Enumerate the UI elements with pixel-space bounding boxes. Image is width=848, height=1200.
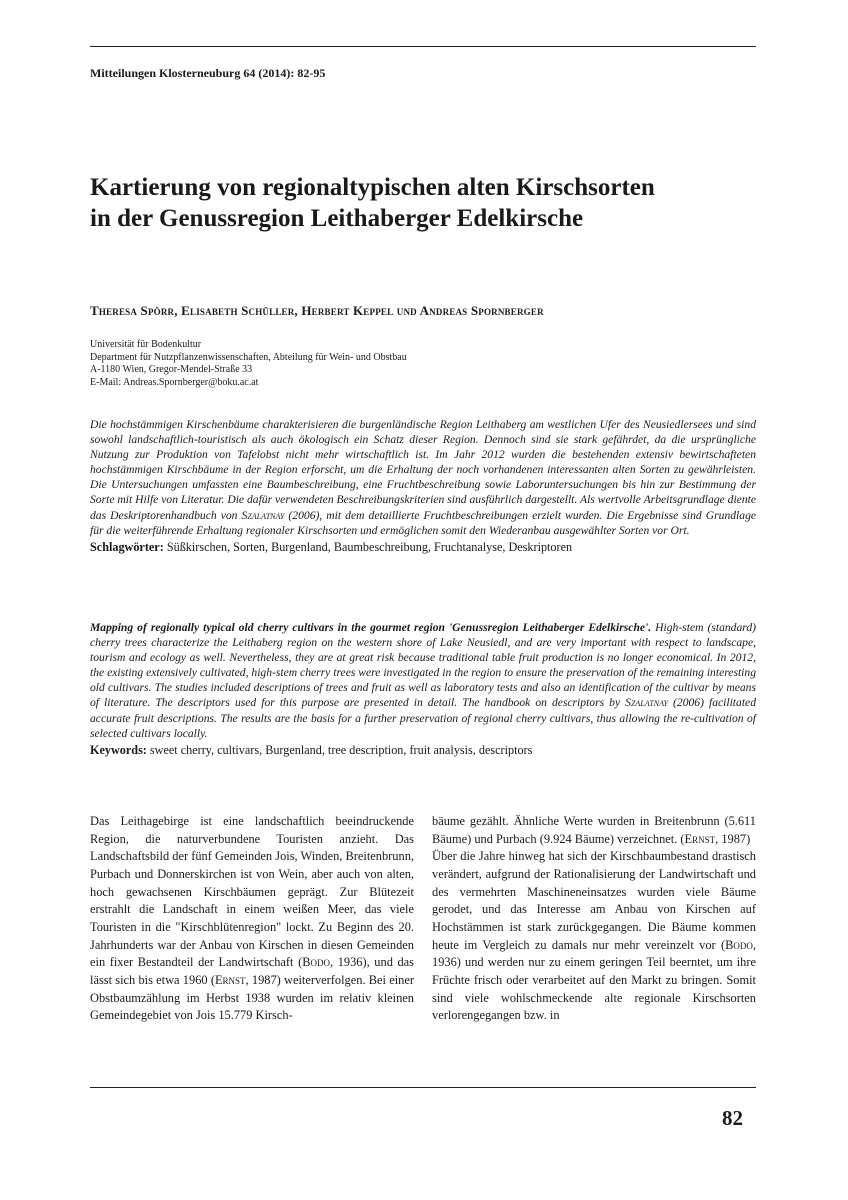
article-title-line-1: Kartierung von regionaltypischen alten Kirschsorten (90, 174, 655, 201)
citation-author: Bodo (302, 955, 330, 970)
affiliation-university: Universität für Bodenkultur (90, 339, 202, 350)
author-list: Theresa Spörr, Elisabeth Schüller, Herbert Keppel und Andreas Spornberger (90, 303, 544, 318)
abstract-german-text (90, 417, 756, 538)
affiliation-email: E-Mail: Andreas.Spornberger@boku.ac.at (90, 376, 259, 388)
footer-rule (90, 1087, 756, 1088)
page-number: 82 (722, 1106, 743, 1130)
body-column-left (90, 813, 414, 1025)
affiliation-address: A-1180 Wien, Gregor-Mendel-Straße 33 (90, 364, 253, 375)
keywords-list: Süßkirschen, Sorten, Burgenland, Baumbeschreibung, Fruchtanalyse, Deskriptoren (163, 539, 573, 554)
body-text: Das Leithagebirge ist eine landschaftlich beeindruckende Region, die naturverbundene Touristen anzieht. Das Landschaftsbild der fünf Gemeinden Jois, Winden, Breitenbrunn, Purbach und Donnerskirchen ist von Wein, aber auch von alten, hoch gewachsenen Kirschbäumen geprägt. Zur Blütezeit erstrahlt die Landschaft in einem weißen Meer, das viele Touristen in die "Kirschblütenregion" lockt. Zu Beginn des 20. Jahrhunderts war der Anbau von Kirschen in diesen Gemeinden ein fixer Bestandteil der Landwirtschaft ( (90, 814, 414, 970)
citation-author: Szalatnay (625, 696, 668, 710)
abstract-german-text-part: (2006), mit dem detaillierte Fruchtbeschreibungen erzielt wurden. Die Ergebnisse sind Grundlage für die weiterführende Erhaltung regionaler Kirschsorten und ermöglichen somit den Wiederanbau ausgewählter Sorten vor Ort. (90, 508, 757, 537)
english-title: Mapping of regionally typical old cherry cultivars in the gourmet region 'Genussregion Leithaberger Edelkirsche'. (90, 621, 652, 634)
article-title-line-2: in der Genussregion Leithaberger Edelkirsche (90, 205, 584, 232)
keywords-german (90, 540, 756, 555)
abstract-english-text (90, 620, 756, 741)
citation-author: Ernst (214, 972, 246, 987)
citation-author: Ernst (684, 831, 716, 846)
body-text: bäume gezählt. Ähnliche Werte wurden in Breitenbrunn (5.611 Bäume) und Purbach (9.924 Bäume) verzeichnet. ( (432, 814, 756, 846)
body-text: , 1936) und werden nur zu einem geringen Teil beerntet, um ihre Früchte frisch oder verarbeitet auf den Markt zu bringen. Somit sind viele wohlschmeckende alte regionale Kirschsorten verlorengegangen bzw. in (432, 937, 756, 1023)
keywords-label: Keywords: (90, 742, 147, 757)
affiliation-department: Department für Nutzpflanzenwissenschaften, Abteilung für Wein- und Obstbau (90, 351, 407, 363)
citation-author: Bodo (725, 937, 753, 952)
body-paragraph (432, 848, 756, 1025)
body-text: Über die Jahre hinweg hat sich der Kirschbaumbestand drastisch verändert, aufgrund der Rationalisierung der Landwirtschaft und des vermehrten Maschineneinsatzes wurden viele Bäume gerodet, und das Interesse am Anbau von Kirschen auf Hochstämmen ist stark zurückgegangen. Die Bäume kommen heute im Vergleich zu damals nur mehr vereinzelt vor ( (432, 849, 756, 952)
affiliation-block (90, 339, 770, 389)
header-rule (90, 46, 756, 47)
abstract-english-text-part: (2006) facilitated accurate fruit descriptions. The results are the basis for a further preservation of regional cherry cultivars, thus allowing the re-cultivation of selected cultivars locally. (90, 696, 756, 740)
citation-author: Szalatnay (241, 508, 285, 522)
abstract-german-text-part: Die hochstämmigen Kirschenbäume charakterisieren die burgenländische Region Leithaberg am westlichen Ufer des Neusiedlersees und sind sowohl landschaftlich-touristisch als auch ökologisch ein Schatz dieser Region. Dennoch sind sie stark gefährdet, da die ursprüngliche Nutzung zur Produktion von Tafelobst nicht mehr wirtschaftlich ist. Im Jahr 2012 wurden die bestehenden extensiv bewirtschafteten hochstämmigen Kirschbäume in der Region erforscht, um die Erhaltung der noch vorhandenen interessanten alten Sorten zu gewährleisten. Die Untersuchungen umfassten eine Baumbeschreibung, eine Fruchtbeschreibung sowie Laboruntersuchungen bis hin zur Bestimmung der Sorte mit Hilfe von Literatur. Die dafür verwendeten Beschreibungskriterien sind ausführlich dargestellt. Als wertvolle Arbeitsgrundlage diente das Deskriptorenhandbuch von (90, 418, 756, 522)
abstract-german (90, 417, 756, 555)
abstract-english-text-part: High-stem (standard) cherry trees characterize the Leithaberg region on the western shore of Lake Neusiedl, and are very important with respect to landscape, tourism and ecology as well. Nevertheless, they are at great risk because traditional table fruit production is no longer economical. In 2012, the existing extensively cultivated, high-stem cherry trees were investigated in the region to ensure the preservation of the remaining interesting old cultivars. The studies included descriptions of trees and fruit as well as laboratory tests and also an identification of the cultivar by means of literature. The descriptors used for this purpose are presented in detail. The handbook on descriptors by (90, 621, 756, 710)
keywords-english (90, 743, 756, 758)
body-text: , 1987) (715, 831, 751, 846)
keywords-list: sweet cherry, cultivars, Burgenland, tree description, fruit analysis, descriptors (146, 742, 533, 757)
body-text: , 1987) weiterverfolgen. Bei einer Obstbaumzählung im Herbst 1938 wurden im relativ kleinen Gemeindegebiet von Jois 15.779 Kirsch- (90, 972, 414, 1023)
body-text: , 1936), und das lässt sich bis etwa 1960 ( (90, 955, 415, 987)
abstract-english (90, 620, 756, 758)
body-paragraph (432, 813, 756, 848)
article-title (90, 172, 770, 234)
body-column-right (432, 813, 756, 1025)
journal-citation: Mitteilungen Klosterneuburg 64 (2014): 82-95 (90, 66, 326, 80)
keywords-label: Schlagwörter: (90, 539, 164, 554)
